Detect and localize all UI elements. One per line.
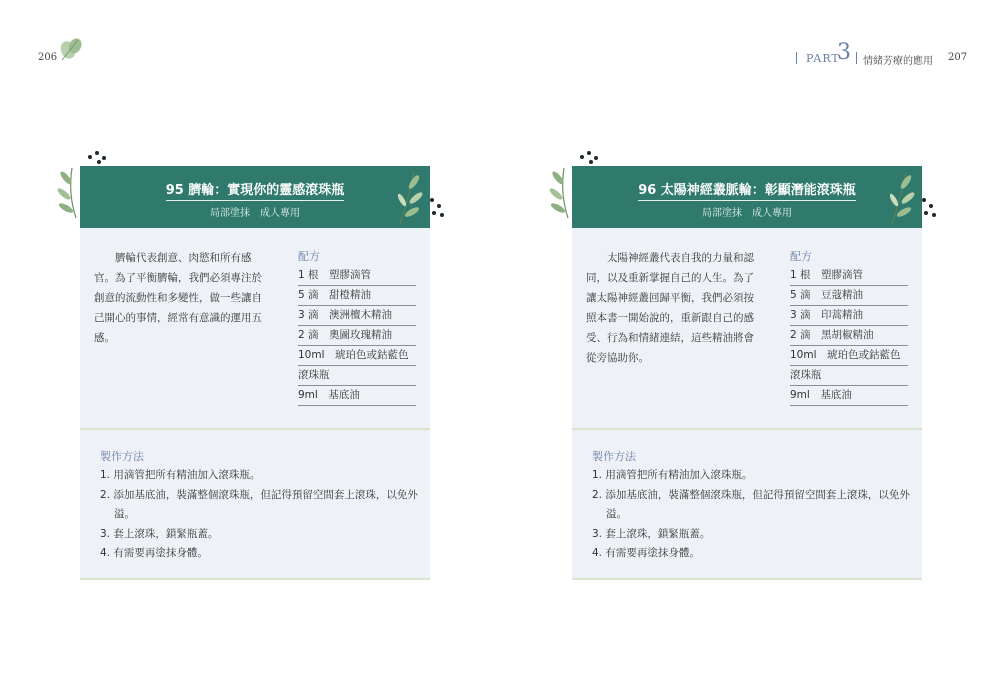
recipe-item: 1 根 塑膠滴管 bbox=[298, 266, 416, 286]
recipe-heading: 配方 bbox=[298, 250, 320, 263]
recipe-list bbox=[790, 266, 908, 406]
header-divider bbox=[856, 52, 857, 64]
recipe-item: 5 滴 甜橙精油 bbox=[298, 286, 416, 306]
recipe-item: 1 根 塑膠滴管 bbox=[790, 266, 908, 286]
method-step: 3. 套上滾珠，鎖緊瓶蓋。 bbox=[592, 527, 711, 540]
method-list bbox=[592, 466, 910, 564]
recipe-card-right bbox=[572, 166, 922, 580]
recipe-list bbox=[298, 266, 416, 406]
chapter-title: 情緒芳療的應用 bbox=[863, 56, 933, 67]
recipe-item: 9ml 基底油 bbox=[298, 386, 416, 406]
method-heading: 製作方法 bbox=[592, 450, 636, 463]
method-heading: 製作方法 bbox=[100, 450, 144, 463]
intro-paragraph: 太陽神經叢代表自我的力量和認同，以及重新掌握自己的人生。為了讓太陽神經叢回歸平衡，我們必須按照本書一開始說的，重新跟自己的感受、行為和情緒連結，這些精油將會從旁協助你。 bbox=[586, 252, 754, 364]
part-number: 3 bbox=[837, 40, 851, 65]
card-title bbox=[80, 179, 430, 198]
page-number-left: 206 bbox=[38, 52, 58, 63]
method-step: 1. 用滴管把所有精油加入滾珠瓶。 bbox=[100, 469, 261, 481]
section-divider bbox=[80, 428, 430, 430]
recipe-item: 2 滴 奧圖玫瑰精油 bbox=[298, 326, 416, 346]
eucalyptus-leaf-icon bbox=[58, 36, 84, 62]
intro-paragraph: 臍輪代表創意、肉慾和所有感官。為了平衡臍輪，我們必須專注於創意的流動性和多變性，做一些讓自己開心的事情，經常有意識的運用五感。 bbox=[94, 252, 262, 344]
card-header bbox=[80, 166, 430, 228]
card-subtitle: 局部塗抹 成人專用 bbox=[210, 208, 300, 219]
recipe-item: 9ml 基底油 bbox=[790, 386, 908, 406]
method-step: 2. 添加基底油，裝滿整個滾珠瓶，但記得預留空間套上滾珠，以免外溢。 bbox=[100, 488, 418, 520]
section-divider bbox=[572, 428, 922, 430]
card-title-text: 95 臍輪：實現你的靈感滾珠瓶 bbox=[166, 183, 345, 201]
page-number-right: 207 bbox=[948, 52, 968, 63]
recipe-item: 滾珠瓶 bbox=[298, 366, 416, 386]
card-bottom-rule bbox=[80, 578, 430, 580]
method-step: 4. 有需要再塗抹身體。 bbox=[100, 547, 208, 559]
card-header bbox=[572, 166, 922, 228]
method-step: 3. 套上滾珠，鎖緊瓶蓋。 bbox=[100, 527, 219, 540]
recipe-item: 3 滴 澳洲檀木精油 bbox=[298, 306, 416, 326]
card-subtitle: 局部塗抹 成人專用 bbox=[702, 208, 792, 219]
method-step: 2. 添加基底油，裝滿整個滾珠瓶，但記得預留空間套上滾珠，以免外溢。 bbox=[592, 488, 910, 520]
method-step: 4. 有需要再塗抹身體。 bbox=[592, 547, 700, 559]
part-label: PART bbox=[806, 52, 840, 65]
leaf-sprig-icon bbox=[54, 164, 84, 220]
recipe-item: 10ml 琥珀色或鈷藍色 bbox=[790, 346, 908, 366]
method-step: 1. 用滴管把所有精油加入滾珠瓶。 bbox=[592, 469, 753, 481]
card-title bbox=[572, 179, 922, 198]
header-divider bbox=[796, 52, 797, 64]
recipe-item: 2 滴 黑胡椒精油 bbox=[790, 326, 908, 346]
recipe-heading: 配方 bbox=[790, 250, 812, 263]
recipe-item: 滾珠瓶 bbox=[790, 366, 908, 386]
card-title-text: 96 太陽神經叢脈輪：彰顯潛能滾珠瓶 bbox=[638, 183, 856, 201]
recipe-item: 3 滴 印蒿精油 bbox=[790, 306, 908, 326]
card-bottom-rule bbox=[572, 578, 922, 580]
recipe-item: 5 滴 豆蔻精油 bbox=[790, 286, 908, 306]
leaf-sprig-icon bbox=[884, 170, 918, 226]
method-list bbox=[100, 466, 418, 564]
leaf-sprig-icon bbox=[392, 170, 426, 226]
recipe-item: 10ml 琥珀色或鈷藍色 bbox=[298, 346, 416, 366]
recipe-card-left bbox=[80, 166, 430, 580]
leaf-sprig-icon bbox=[546, 164, 576, 220]
